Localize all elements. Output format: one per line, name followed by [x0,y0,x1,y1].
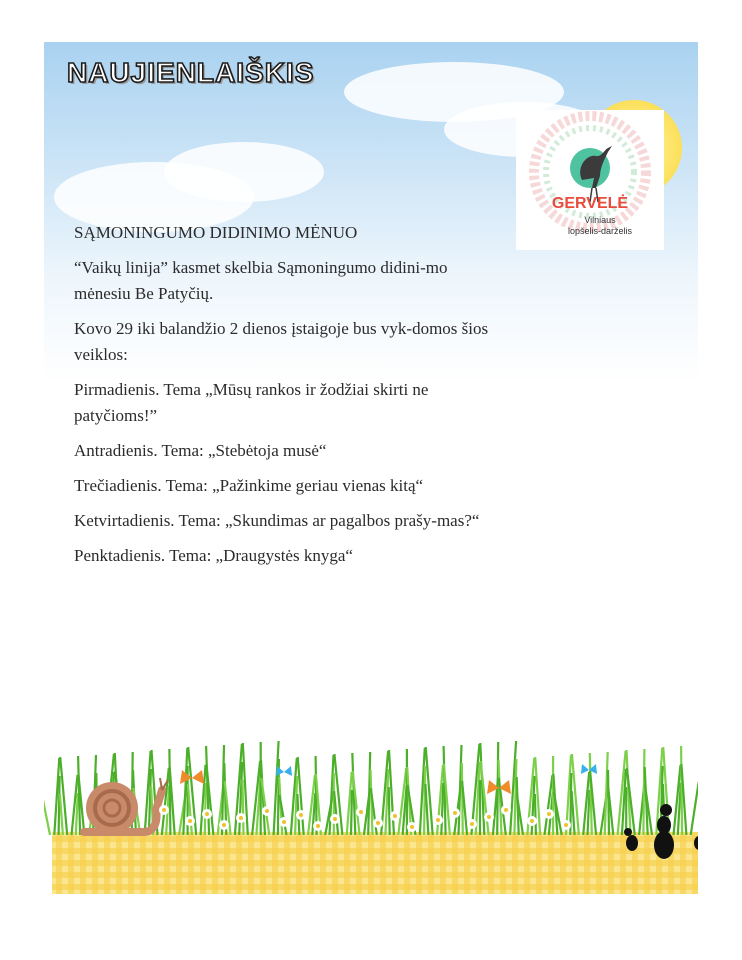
daisy-icon [433,815,443,825]
butterfly-icon [276,766,292,776]
schedule-monday: Pirmadienis. Tema „Mūsų rankos ir žodžiai skirti ne patyčioms!” [74,380,429,425]
daisy-icon [561,820,571,830]
daisy-icon [185,816,195,826]
article-heading: SĄMONINGUMO DIDINIMO MĖNUO [74,223,358,242]
grass-blade [60,794,63,835]
newsletter-title: NAUJIENLAIŠKIS [67,57,315,88]
daisy-icon [484,812,494,822]
schedule-wednesday: Trečiadienis. Tema: „Pažinkime geriau vienas kitą“ [74,476,424,495]
grass-blade [605,752,608,835]
grass-blade [59,776,60,835]
daisy-icon [407,822,417,832]
article-paragraph: Kovo 29 iki balandžio 2 dienos įstaigoje bus vyk-domos šios veiklos: [74,319,489,364]
daisy-icon [390,811,400,821]
grass-blade [691,782,698,835]
grass-blade [243,780,244,835]
daisy-icon [373,818,383,828]
grass-blade [643,749,644,835]
logo-emblem [516,110,664,250]
grass [44,741,698,835]
daisy-icon [279,817,289,827]
daisy-icon [159,805,169,815]
grass-blade [205,783,206,835]
daisy-icon [330,814,340,824]
article-body [74,220,494,578]
grass-blade [368,752,370,835]
article-paragraph: “Vaikų linija” kasmet skelbia Sąmoningumo didini-mo mėnesiu Be Patyčių. [74,258,448,303]
daisy-icon [296,810,306,820]
meadow-decoration [44,740,698,897]
cloud-icon [164,142,324,202]
tablecloth [52,832,698,894]
meadow-illustration [44,740,698,897]
grass-blade [462,763,463,835]
schedule-friday: Penktadienis. Tema: „Draugystės knyga“ [74,546,353,565]
logo-subtitle-line2: lopšelis-darželis [567,226,633,236]
daisy-icon [501,805,511,815]
grass-blade [351,790,352,835]
logo-subtitle-line1: Vilniaus [584,215,616,225]
grass-blade [44,795,50,835]
grass-blade [681,746,682,835]
grass-blade [389,787,390,835]
schedule-tuesday: Antradienis. Tema: „Stebėtoja musė“ [74,441,327,460]
daisy-icon [236,813,246,823]
daisy-icon [544,809,554,819]
grass-blade [169,749,170,835]
school-logo [516,110,664,250]
schedule-thursday: Ketvirtadienis. Tema: „Skundimas ar pagalbos prašy-mas?“ [74,511,480,530]
grass-blade [424,766,425,835]
daisy-icon [467,819,477,829]
daisy-icon [450,808,460,818]
daisy-icon [527,816,537,826]
grass-blade [425,784,428,835]
grass-blade [535,794,536,835]
daisy-icon [313,821,323,831]
logo-name: GERVELĖ [551,195,629,212]
daisy-icon [262,806,272,816]
daisy-icon [202,809,212,819]
daisy-icon [356,807,366,817]
daisy-icon [219,820,229,830]
grass-blade [459,745,462,835]
grass-blade [572,791,575,835]
